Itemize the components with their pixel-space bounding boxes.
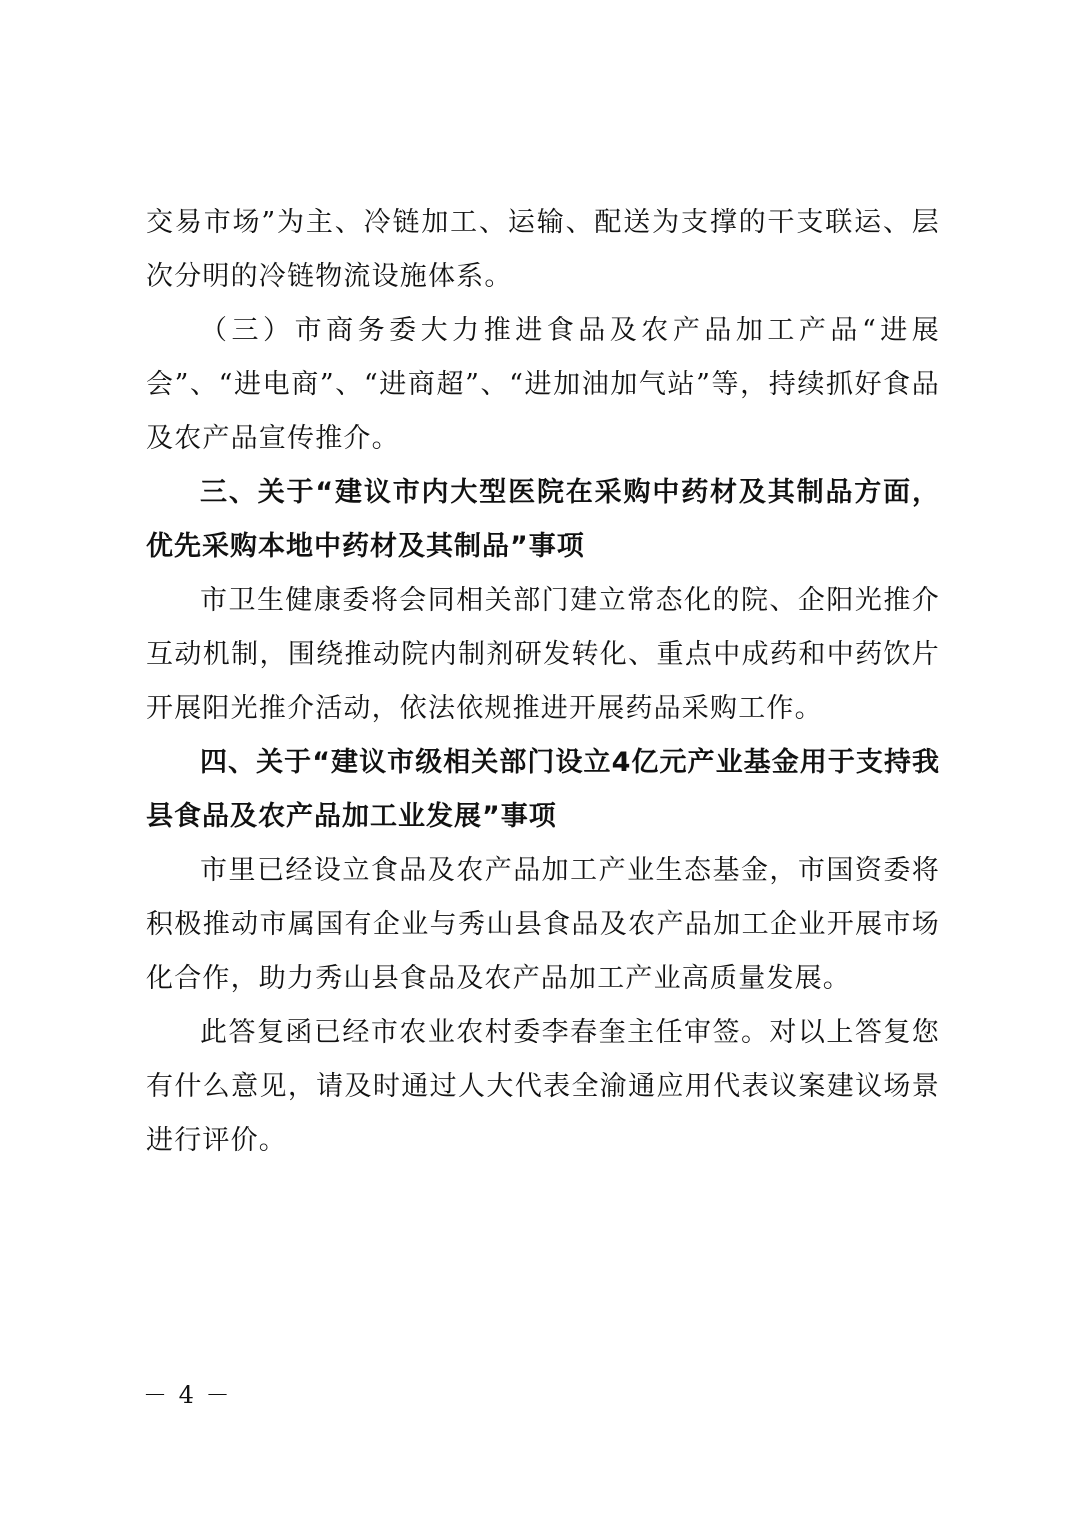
page-number: － 4 － [143,1381,232,1409]
paragraph-closing-remarks: 此答复函已经市农业农村委李春奎主任审签。对以上答复您有什么意见，请及时通过人大代表全渝通应用代表议案建议场景进行评价。 [146,1017,940,1156]
section-heading-industry-fund: 四、关于“建议市级相关部门设立4亿元产业基金用于支持我县食品及农产品加工业发展”事项 [146,747,940,832]
section-heading-hospital-procurement: 三、关于“建议市内大型医院在采购中药材及其制品方面，优先采购本地中药材及其制品”事项 [146,477,940,562]
paragraph-commerce-promotion: （三）市商务委大力推进食品及农产品加工产品“进展会”、“进电商”、“进商超”、“进加油加气站”等，持续抓好食品及农产品宣传推介。 [146,315,940,454]
paragraph-ecological-fund: 市里已经设立食品及农产品加工产业生态基金，市国资委将积极推动市属国有企业与秀山县食品及农产品加工企业开展市场化合作，助力秀山县食品及农产品加工产业高质量发展。 [146,855,940,994]
document-body [146,196,940,1168]
paragraph-cold-chain-continued: 交易市场”为主、冷链加工、运输、配送为支撑的干支联运、层次分明的冷链物流设施体系。 [146,207,940,292]
paragraph-health-commission: 市卫生健康委将会同相关部门建立常态化的院、企阳光推介互动机制，围绕推动院内制剂研发转化、重点中成药和中药饮片开展阳光推介活动，依法依规推进开展药品采购工作。 [146,585,940,724]
